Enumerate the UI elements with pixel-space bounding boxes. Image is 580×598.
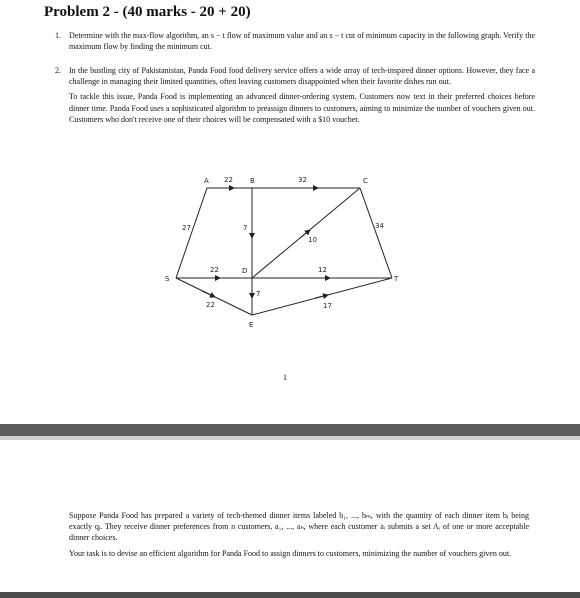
page-number: 1 [283,373,287,382]
capacity-s-e: 22 [206,301,215,309]
bottom-scroll-bar[interactable] [0,592,580,598]
question-2-paragraph-2: To tackle this issue, Panda Food is implementing an advanced dinner-ordering system. Customers now text in their preferred choices before dinner time. Panda Food uses a sophisticated algorithm to preassign dinners to customers, aiming to minimize the number of vouchers given out. Customers who don't receive one of their choices will be compensated with a $10 voucher. [69,92,535,124]
capacity-s-a: 27 [182,224,191,232]
capacity-d-c: 10 [308,236,317,244]
edge-c-t [360,188,392,278]
page-2-text [69,510,529,563]
question-1-text: Determine with the max-flow algorithm, an s − t flow of maximum value and an s − t cut of minimum capacity in the following graph. Verify the maximum flow by finding the minimum cut. [69,31,535,52]
arrow-e-t [315,295,328,298]
capacity-b-d: 7 [243,224,248,232]
capacity-c-t: 34 [375,222,384,230]
node-c-label: C [363,177,368,185]
page-2-paragraph-2: Your task is to devise an efficient algorithm for Panda Food to assign dinners to customers, minimizing the number of vouchers given out. [69,548,512,558]
node-e-label: E [249,321,254,329]
question-2-number: 2. [55,66,61,75]
capacity-s-d: 22 [210,266,219,274]
page-2 [0,440,580,598]
node-t-label: T [394,275,399,283]
node-a-label: A [204,177,209,185]
node-d-label: D [242,267,248,275]
capacity-a-b: 22 [224,176,233,184]
capacity-e-t: 17 [323,302,332,310]
question-2-paragraph-1: In the bustling city of Pakistanistan, Panda Food food delivery service offers a wide array of tech-inspired dinner options. However, they face a challenge in managing their limited quantities, often leaving customers disappointed when their favorite dishes run out. [69,66,535,87]
capacity-b-c: 32 [298,176,307,184]
flow-network-graph [160,170,410,340]
node-b-label: B [250,177,255,185]
capacity-d-t: 12 [318,266,327,274]
page-2-paragraph-1: Suppose Panda Food has prepared a variety of tech-themed dinner items labeled b₁, ..., bₘ, with the quantity of each dinner item bⱼ being exactly qⱼ. They receive dinner preferences from n customers, a₁, ..., aₙ, where each customer aᵢ submits a set Aᵢ of one or more acceptable dinner choices. [69,511,529,543]
page-separator [0,424,580,436]
question-1 [55,30,535,56]
arrow-s-e [202,291,215,297]
problem-title: Problem 2 - (40 marks - 20 + 20) [44,4,251,20]
question-1-number: 1. [55,31,61,40]
node-s-label: S [165,275,170,283]
question-2 [55,65,535,129]
capacity-d-e: 7 [256,290,261,298]
edge-s-a [176,188,207,278]
